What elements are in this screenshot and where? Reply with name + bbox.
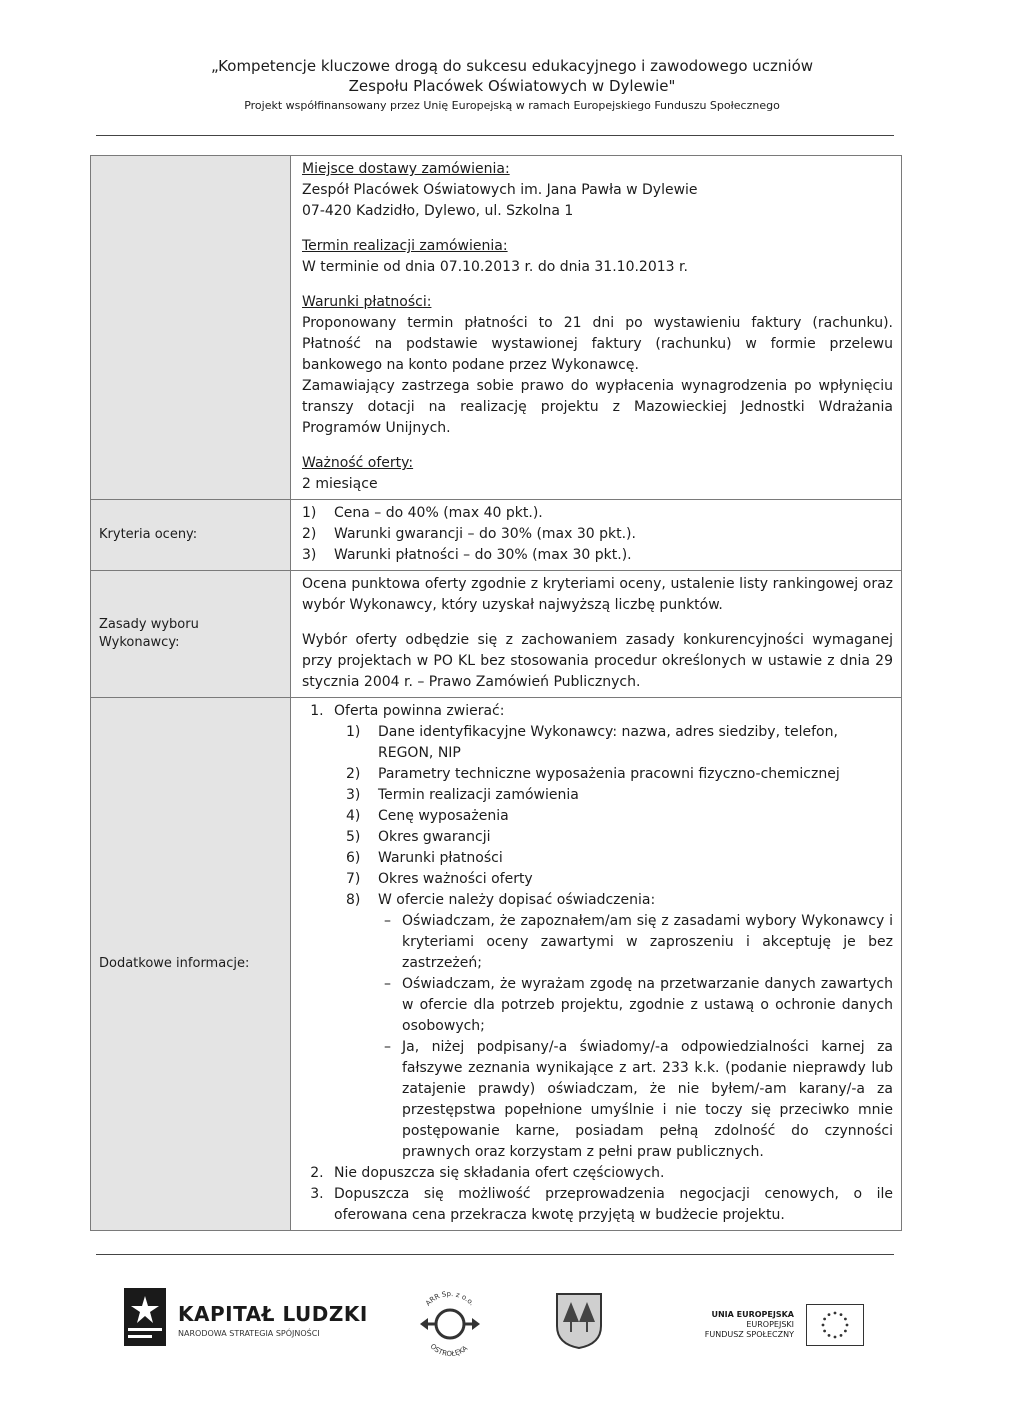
footer-logos — [0, 1282, 1024, 1362]
list-item: 2. Nie dopuszcza się składania ofert częściowych. — [328, 1163, 893, 1184]
table-row — [91, 500, 902, 571]
list-item: 7) Okres ważności oferty — [346, 871, 533, 887]
list-item: 3. Dopuszcza się możliwość przeprowadzenia negocjacji cenowych, o ile oferowana cena przekracza kwotę przyjętą w budżecie projektu. — [328, 1184, 893, 1226]
eu-flag-icon — [806, 1304, 864, 1346]
table-row — [91, 156, 902, 500]
list-item: 8) W ofercie należy dopisać oświadczenia: – Oświadczam, że zapoznałem/am się z zasadami wybory Wykonawcy i kryteriami oceny zawartymi w zaproszeniu i akceptuję je bez zastrzeżeń; – Oświadczam, że wyrażam zgodę na przetwarzanie danych zawartych w ofercie dla potrzeb projektu, zgodnie z ustawą o ochronie danych osobowych; – Ja, niżej podpisany/-a świadomy/-a odpowiedzialności karnej za fałszywe zeznania wynikające z art. 233 k.k. (podanie nieprawdy lub zatajenie prawdy) oświadczam, że nie byłem/-am karany/-a za przestępstwa popełnione umyślnie i nie toczy się przeciwko mnie postępowanie karne, posiadam pełną zdolność do czynności prawnych oraz korzystam z pełni praw publicznych. — [346, 890, 893, 1163]
delivery-payment-cell — [291, 156, 902, 500]
delivery-place-heading: Miejsce dostawy zamówienia: — [302, 161, 510, 177]
validity-text: 2 miesiące — [302, 476, 378, 492]
criteria-cell — [291, 500, 902, 571]
footer-divider — [96, 1254, 894, 1255]
kapital-ludzki-logo-icon — [124, 1288, 166, 1346]
list-item: 3) Warunki płatności – do 30% (max 30 pkt.). — [302, 547, 632, 563]
list-item: 5) Okres gwarancji — [346, 829, 491, 845]
declarations-list — [378, 911, 893, 1163]
list-item: 1) Cena – do 40% (max 40 pkt.). — [302, 505, 543, 521]
list-item: 1) Dane identyfikacyjne Wykonawcy: nazwa, adres siedziby, telefon, REGON, NIP — [346, 724, 838, 761]
table-row — [91, 698, 902, 1231]
svg-text:OSTROŁĘKA: OSTROŁĘKA — [428, 1342, 470, 1359]
delivery-place-line2: 07-420 Kadzidło, Dylewo, ul. Szkolna 1 — [302, 203, 574, 219]
project-title: „Kompetencje kluczowe drogą do sukcesu edukacyjnego i zawodowego uczniów — [210, 57, 814, 75]
document-header — [0, 56, 1024, 116]
list-item: 2) Warunki gwarancji – do 30% (max 30 pkt.). — [302, 526, 636, 542]
order-details-table — [90, 155, 902, 1231]
term-text: W terminie od dnia 07.10.2013 r. do dnia 31.10.2013 r. — [302, 259, 688, 275]
header-divider — [96, 135, 894, 136]
offer-contents-list — [334, 722, 893, 1163]
additional-info-label: Dodatkowe informacje: — [91, 698, 291, 1231]
list-item: 1. Oferta powinna zwierać: 1) Dane identyfikacyjne Wykonawcy: nazwa, adres siedziby, telefon, REGON, NIP 2) Parametry techniczne wyposażenia pracowni fizyczno-chemicznej 3) Termin realizacji zamówienia 4) Cenę wyposażenia 5) Okres gwarancji 6) Warunki płatności 7) Okres ważności oferty 8) W ofercie należy dopisać oświadczenia: – Oświadczam, że zapoznałem/am się z zasadami wybory Wykonawcy i kryteriami oceny zawartymi w zaproszeniu i akceptuję je bez zastrzeżeń; – Oświadczam, że wyrażam zgodę na przetwarzanie danych zawartych w ofercie dla potrzeb projektu, zgodnie z ustawą o ochronie danych osobowych; – Ja, niżej podpisany/-a świadomy/-a odpowiedzialności karnej za fałszywe zeznania wynikające z art. 233 k.k. (podanie nieprawdy lub zatajenie prawdy) oświadczam, że nie byłem/-am karany/-a za przestępstwa popełnione umyślnie i nie toczy się przeciwko mnie postępowanie karne, posiadam pełną zdolność do czynności prawnych oraz korzystam z pełni praw publicznych. — [328, 701, 893, 1163]
arr-ostroleka-logo-icon — [410, 1284, 490, 1364]
payment-paragraph-2: Zamawiający zastrzega sobie prawo do wypłacenia wynagrodzenia po wpłynięciu transzy dotacji na realizację projektu z Mazowieckiej Jednostki Wdrażania Programów Unijnych. — [302, 378, 893, 436]
selection-label: Zasady wyboru Wykonawcy: — [91, 571, 291, 698]
coat-of-arms-icon — [555, 1292, 603, 1350]
criteria-label: Kryteria oceny: — [91, 500, 291, 571]
delivery-place-line1: Zespół Placówek Oświatowych im. Jana Pawła w Dylewie — [302, 182, 698, 198]
list-item: – Oświadczam, że wyrażam zgodę na przetwarzanie danych zawartych w ofercie dla potrzeb projektu, zgodnie z ustawą o ochronie danych osobowych; — [378, 974, 893, 1037]
payment-paragraph-1: Proponowany termin płatności to 21 dni po wystawieniu faktury (rachunku). Płatność na podstawie wystawionej faktury (rachunku) w formie przelewu bankowego na konto podane przez Wykonawcę. — [302, 315, 893, 373]
selection-cell — [291, 571, 902, 698]
eu-fund-label: UNIA EUROPEJSKA EUROPEJSKI FUNDUSZ SPOŁECZNY — [704, 1310, 794, 1339]
list-item: 6) Warunki płatności — [346, 850, 503, 866]
list-item: – Oświadczam, że zapoznałem/am się z zasadami wybory Wykonawcy i kryteriami oceny zawartymi w zaproszeniu i akceptuję je bez zastrzeżeń; — [378, 911, 893, 974]
criteria-list — [302, 503, 893, 566]
term-heading: Termin realizacji zamówienia: — [302, 238, 508, 254]
list-item: 2) Parametry techniczne wyposażenia pracowni fizyczno-chemicznej — [346, 766, 840, 782]
validity-heading: Ważność oferty: — [302, 455, 414, 471]
project-title-school: Zespołu Placówek Oświatowych w Dylewie" — [348, 77, 676, 95]
svg-text:ARR Sp. z o.o.: ARR Sp. z o.o. — [424, 1289, 476, 1308]
list-item: 4) Cenę wyposażenia — [346, 808, 509, 824]
selection-paragraph-1: Ocena punktowa oferty zgodnie z kryteriami oceny, ustalenie listy rankingowej oraz wybór Wykonawcy, który uzyskał najwyższą liczbę punktów. — [302, 576, 893, 613]
payment-heading: Warunki płatności: — [302, 294, 432, 310]
selection-paragraph-2: Wybór oferty odbędzie się z zachowaniem zasady konkurencyjności wymaganej przy projektach w PO KL bez stosowania procedur określonych w ustawie z dnia 29 stycznia 2004 r. – Prawo Zamówień Publicznych. — [302, 632, 893, 690]
kapital-ludzki-subtitle: NARODOWA STRATEGIA SPÓJNOŚCI — [178, 1329, 320, 1338]
list-item: – Ja, niżej podpisany/-a świadomy/-a odpowiedzialności karnej za fałszywe zeznania wynikające z art. 233 k.k. (podanie nieprawdy lub zatajenie prawdy) oświadczam, że nie byłem/-am karany/-a za przestępstwa popełnione umyślnie i nie toczy się przeciwko mnie postępowanie karne, posiadam pełną zdolność do czynności prawnych oraz korzystam z pełni praw publicznych. — [378, 1037, 893, 1163]
additional-info-list — [302, 701, 893, 1226]
kapital-ludzki-title: KAPITAŁ LUDZKI — [178, 1302, 368, 1326]
list-item: 3) Termin realizacji zamówienia — [346, 787, 579, 803]
cofinancing-note: Projekt współfinansowany przez Unię Europejską w ramach Europejskiego Funduszu Społecznego — [244, 99, 780, 112]
empty-label-cell — [91, 156, 291, 500]
additional-info-cell — [291, 698, 902, 1231]
table-row — [91, 571, 902, 698]
